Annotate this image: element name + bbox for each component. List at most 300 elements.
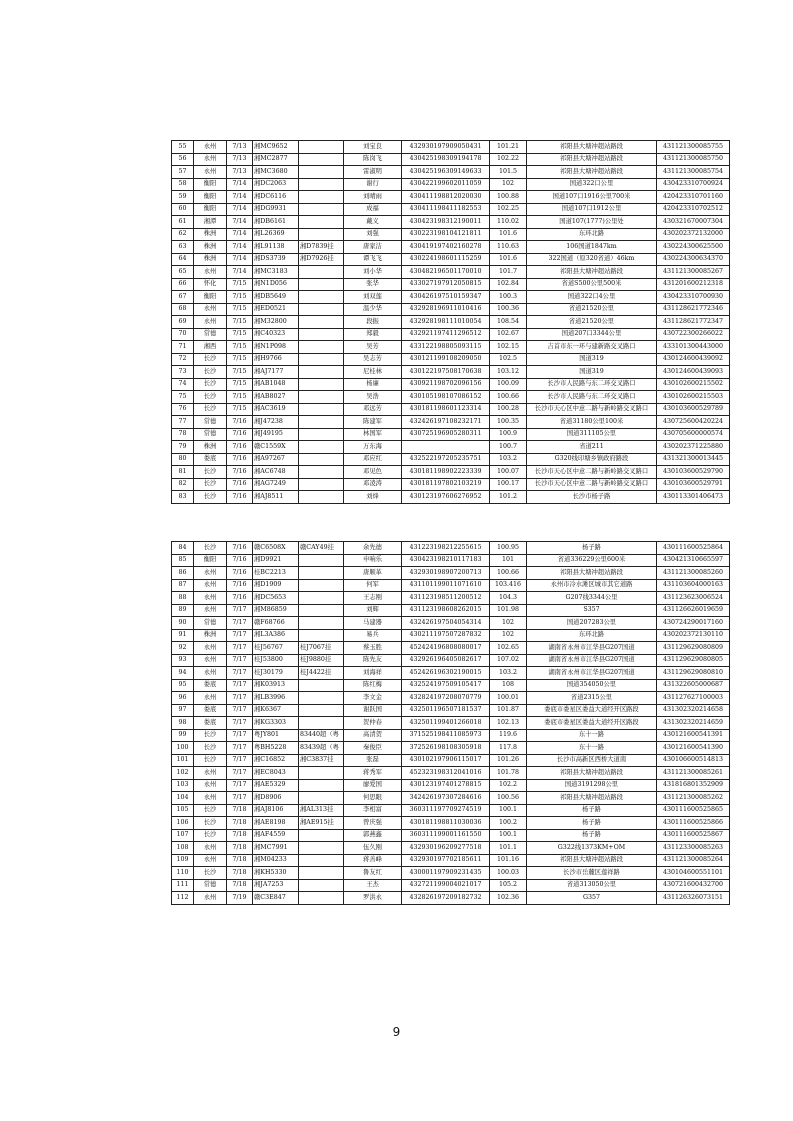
table-cell: 7/17 (227, 779, 253, 792)
table-cell (299, 679, 344, 692)
table-cell: 蒋善峰 (344, 854, 402, 867)
table-cell: 73 (172, 366, 194, 379)
table-cell: 431121300085267 (657, 266, 730, 279)
table-cell: 曾庆强 (344, 817, 402, 830)
table-cell: 109 (172, 854, 194, 867)
table-cell: 申响乐 (344, 554, 402, 567)
table-cell: 100.07 (490, 466, 527, 479)
table-cell: 杨子路 (527, 542, 657, 555)
table-cell: 李文金 (344, 692, 402, 705)
table-cell (299, 316, 344, 329)
table-cell: 99 (172, 729, 194, 742)
table-cell: 王杰 (344, 879, 402, 892)
table-cell: 342426197307284616 (402, 792, 490, 805)
table-cell: 7/16 (227, 428, 253, 441)
table-cell: 430104600551101 (657, 867, 730, 880)
table-cell: 431129629080810 (657, 667, 730, 680)
table-cell: 430223198104121811 (402, 228, 490, 241)
table-cell: 长沙市杨子路 (527, 491, 657, 504)
table-cell: 431121300085750 (657, 153, 730, 166)
table-cell: 103.416 (490, 579, 527, 592)
table-cell (299, 692, 344, 705)
table-cell: 70 (172, 328, 194, 341)
table-row (172, 328, 730, 341)
table-cell: 湘J47238 (253, 416, 299, 429)
table-cell: 湘N1D056 (253, 278, 299, 291)
table-cell: 100.1 (490, 829, 527, 842)
table-cell: 7/15 (227, 303, 253, 316)
table-cell: 永州 (194, 767, 227, 780)
table-cell: 湘潭 (194, 216, 227, 229)
table-cell: 63 (172, 241, 194, 254)
table-row (172, 278, 730, 291)
table-cell (299, 303, 344, 316)
table-cell: 祁阳县大塘冲超站路段 (527, 767, 657, 780)
table-cell: 雷淑明 (344, 166, 402, 179)
table-cell: 湘D7839挂 (299, 241, 344, 254)
table-cell: 湘AE915挂 (299, 817, 344, 830)
table-cell: 株洲 (194, 441, 227, 454)
table-cell: 7/16 (227, 453, 253, 466)
table-cell: 衡阳 (194, 291, 227, 304)
table-cell: 7/17 (227, 654, 253, 667)
table-cell: 431129629080809 (657, 642, 730, 655)
table-cell: 430921198702096156 (402, 378, 490, 391)
table-cell: 湘M04233 (253, 854, 299, 867)
table-cell: 7/17 (227, 742, 253, 755)
table-cell: 82 (172, 478, 194, 491)
table-cell: 湘MC3680 (253, 166, 299, 179)
table-cell: 7/14 (227, 266, 253, 279)
table-cell: 452424196808080017 (402, 642, 490, 655)
table-cell: 86 (172, 567, 194, 580)
table-cell: 7/16 (227, 478, 253, 491)
table-cell: 67 (172, 291, 194, 304)
table-row (172, 879, 730, 892)
table-cell: 长沙 (194, 754, 227, 767)
table-cell: 衡阳 (194, 178, 227, 191)
table-cell: 94 (172, 667, 194, 680)
table-cell (299, 178, 344, 191)
table-cell: 431126626019659 (657, 604, 730, 617)
table-cell: 104.3 (490, 592, 527, 605)
table-row (172, 303, 730, 316)
table-cell: 长沙 (194, 742, 227, 755)
table-cell: 432928196911010416 (402, 303, 490, 316)
table-cell: 102.15 (490, 341, 527, 354)
table-cell: 432501196507181537 (402, 704, 490, 717)
table-row (172, 629, 730, 642)
table-row (172, 428, 730, 441)
table-row (172, 729, 730, 742)
table-cell (299, 328, 344, 341)
table-cell: 431121300085260 (657, 567, 730, 580)
table-cell: 360311199001161550 (402, 829, 490, 842)
table-cell: 430103600529790 (657, 466, 730, 479)
table-cell: 7/15 (227, 366, 253, 379)
table-cell: 7/15 (227, 291, 253, 304)
table-cell: 长沙市岳麓区莲祥路 (527, 867, 657, 880)
table-cell: 株洲 (194, 629, 227, 642)
table-cell: 431123623006524 (657, 592, 730, 605)
table-cell: 永州 (194, 141, 227, 154)
table-cell: 431127627100003 (657, 692, 730, 705)
table-cell: 100.35 (490, 416, 527, 429)
table-cell: 432826197209182732 (402, 892, 490, 905)
table-cell: 432930196209277518 (402, 842, 490, 855)
table-cell: 101.7 (490, 266, 527, 279)
table-cell: 湘N1P098 (253, 341, 299, 354)
table-cell (299, 403, 344, 416)
table-row (172, 416, 730, 429)
table-row (172, 554, 730, 567)
table-cell: 长沙 (194, 829, 227, 842)
table-cell: 刘宝良 (344, 141, 402, 154)
table-cell: 怀化 (194, 278, 227, 291)
table-cell: 省道2315公里 (527, 692, 657, 705)
table-cell: 95 (172, 679, 194, 692)
table-cell: 长沙 (194, 867, 227, 880)
table-row (172, 592, 730, 605)
table-cell: 7/15 (227, 278, 253, 291)
table-row (172, 717, 730, 730)
table-row (172, 316, 730, 329)
table-cell: 433122198805093115 (402, 341, 490, 354)
table-cell (299, 191, 344, 204)
table-cell: 7/17 (227, 692, 253, 705)
table-cell: 粤JY801 (253, 729, 299, 742)
table-cell: 桂J4422挂 (299, 667, 344, 680)
table-cell: 102.84 (490, 278, 527, 291)
table-cell: 430123197401278815 (402, 779, 490, 792)
table-cell (299, 554, 344, 567)
table-cell: 7/16 (227, 579, 253, 592)
table-cell: 邓凌涛 (344, 478, 402, 491)
table-cell: 452426196302190015 (402, 667, 490, 680)
table-cell: 432524197509105417 (402, 679, 490, 692)
table-cell: 431123198511200512 (402, 592, 490, 605)
table-row (172, 203, 730, 216)
table-cell: 湘AB1048 (253, 378, 299, 391)
table-cell: 61 (172, 216, 194, 229)
table-cell: 110 (172, 867, 194, 880)
table-row (172, 642, 730, 655)
table-cell: 430123197606276952 (402, 491, 490, 504)
table-cell: 株洲 (194, 241, 227, 254)
table-cell: 100.1 (490, 804, 527, 817)
table-cell: 68 (172, 303, 194, 316)
table-cell: 430113301406473 (657, 491, 730, 504)
table-cell: 102 (490, 629, 527, 642)
table-cell: 永州 (194, 604, 227, 617)
table-cell: 108 (490, 679, 527, 692)
table-cell: 83439超（粤 (299, 742, 344, 755)
table-row (172, 817, 730, 830)
table-row (172, 466, 730, 479)
table-cell: 段振 (344, 316, 402, 329)
table-cell: 432522197205235751 (402, 453, 490, 466)
table-cell (299, 441, 344, 454)
table-cell: 永州 (194, 567, 227, 580)
table-cell: 何思眼 (344, 792, 402, 805)
table-cell: 湘MC3183 (253, 266, 299, 279)
table-cell (299, 579, 344, 592)
table-cell: 430103600529789 (657, 403, 730, 416)
table-cell: 100.2 (490, 817, 527, 830)
table-cell: 湘AE8198 (253, 817, 299, 830)
table-cell: 桂J7067挂 (299, 642, 344, 655)
table-row (172, 692, 730, 705)
table-row (172, 579, 730, 592)
table-cell: 株洲 (194, 253, 227, 266)
table-cell: 100.56 (490, 792, 527, 805)
table-cell: 7/17 (227, 792, 253, 805)
table-cell: 永州 (194, 266, 227, 279)
table-cell: 陈红梅 (344, 679, 402, 692)
table-cell: 430202371225880 (657, 441, 730, 454)
table-row (172, 767, 730, 780)
table-cell: 7/17 (227, 754, 253, 767)
table-cell: 372526198108305918 (402, 742, 490, 755)
table-cell (299, 779, 344, 792)
table-cell: 祁阳县大塘冲超站路段 (527, 567, 657, 580)
table-cell: 永州 (194, 642, 227, 655)
table-cell: 湘C3837挂 (299, 754, 344, 767)
table-cell: 娄底 (194, 704, 227, 717)
table-cell: 7/15 (227, 391, 253, 404)
table-cell: 431121300085755 (657, 141, 730, 154)
table-cell (299, 792, 344, 805)
table-cell: 东十一路 (527, 742, 657, 755)
table-cell: 431123198608262015 (402, 604, 490, 617)
table-cell: 国道354050公里 (527, 679, 657, 692)
table-cell: 国道322口4公里 (527, 291, 657, 304)
table-cell: 蔡玉胜 (344, 642, 402, 655)
table-cell: 湘DG9931 (253, 203, 299, 216)
table-cell: 郑毅 (344, 328, 402, 341)
table-cell: 湘AE5329 (253, 779, 299, 792)
table-cell: 100.88 (490, 191, 527, 204)
table-cell: 430102197906115017 (402, 754, 490, 767)
table-cell: 105 (172, 804, 194, 817)
table-cell: 长沙 (194, 466, 227, 479)
table-cell: 国道3191298公里 (527, 779, 657, 792)
table-cell (299, 879, 344, 892)
table-cell: 娄底 (194, 679, 227, 692)
table-cell: 湘D8906 (253, 792, 299, 805)
table-cell: 430426197510159347 (402, 291, 490, 304)
table-cell: 83440超（粤 (299, 729, 344, 742)
table-cell: 永州 (194, 654, 227, 667)
table-cell: 长沙市高新区西桥大道南 (527, 754, 657, 767)
table-cell: 邓应红 (344, 453, 402, 466)
table-cell: 长沙市天心区中意二路与新岭路交叉路口 (527, 478, 657, 491)
table-cell: 常德 (194, 416, 227, 429)
table-cell (299, 567, 344, 580)
table-cell: 刘强 (344, 228, 402, 241)
table-cell: 431121300085264 (657, 854, 730, 867)
table-cell (299, 829, 344, 842)
table-row (172, 441, 730, 454)
table-cell: 432426197108232171 (402, 416, 490, 429)
table-cell: 430425196309149633 (402, 166, 490, 179)
table-cell: 430421310665597 (657, 554, 730, 567)
table-cell: 81 (172, 466, 194, 479)
table-cell: 88 (172, 592, 194, 605)
table-cell: 101.1 (490, 842, 527, 855)
table-cell: 77 (172, 416, 194, 429)
table-cell: 尼桂林 (344, 366, 402, 379)
table-cell (299, 592, 344, 605)
table-cell: 102.5 (490, 353, 527, 366)
table-row (172, 166, 730, 179)
table-cell: 72 (172, 353, 194, 366)
table-cell: 101.6 (490, 228, 527, 241)
table-cell: 62 (172, 228, 194, 241)
table-cell (299, 278, 344, 291)
table-cell: 祁阳县大塘冲超站路段 (527, 854, 657, 867)
table-cell: 永州 (194, 892, 227, 905)
table-row (172, 667, 730, 680)
table-cell: 7/16 (227, 441, 253, 454)
table-cell: 赣CAY49挂 (299, 542, 344, 555)
table-cell: 娄底 (194, 717, 227, 730)
table-cell: 84 (172, 542, 194, 555)
table-cell: 湘KH5330 (253, 867, 299, 880)
table-cell (299, 291, 344, 304)
table-cell: 66 (172, 278, 194, 291)
table-cell: 赣C6508X (253, 542, 299, 555)
table-cell: 娄底市娄星区娄益大道经开区路段 (527, 704, 657, 717)
table-cell: 刘晴雨 (344, 191, 402, 204)
table-cell: 成福 (344, 203, 402, 216)
table-cell: 430224198601115259 (402, 253, 490, 266)
table-cell: 432721199004021017 (402, 879, 490, 892)
table-cell: 7/18 (227, 867, 253, 880)
table-cell: 7/18 (227, 879, 253, 892)
table-cell: 长沙 (194, 478, 227, 491)
table-cell: 李相富 (344, 804, 402, 817)
table-cell: 永州 (194, 579, 227, 592)
table-cell: 83 (172, 491, 194, 504)
table-cell: 75 (172, 391, 194, 404)
table-cell: 102.36 (490, 892, 527, 905)
table-cell (299, 854, 344, 867)
table-cell (299, 391, 344, 404)
table-cell: 湘西 (194, 341, 227, 354)
table-cell: 湘H9766 (253, 353, 299, 366)
table-cell: 420423310701160 (657, 191, 730, 204)
table-cell: 7/16 (227, 592, 253, 605)
table-cell: 杨子路 (527, 804, 657, 817)
table-cell: 谢行 (344, 178, 402, 191)
table-cell: 长沙 (194, 729, 227, 742)
table-cell (299, 353, 344, 366)
table-cell: 湘AC3619 (253, 403, 299, 416)
table-cell: 湘K6367 (253, 704, 299, 717)
table-cell: 430705600000574 (657, 428, 730, 441)
table-cell: 7/13 (227, 153, 253, 166)
table-cell: 7/15 (227, 403, 253, 416)
table-cell: 永州 (194, 667, 227, 680)
table-cell: 祁阳县大塘冲超站路段 (527, 166, 657, 179)
table-cell: 7/17 (227, 667, 253, 680)
table-cell: 祁阳县大塘冲超站路段 (527, 792, 657, 805)
table-cell: 97 (172, 704, 194, 717)
table-cell: 110.02 (490, 216, 527, 229)
table-cell: 430411198411182553 (402, 203, 490, 216)
table-cell (299, 378, 344, 391)
table-cell (299, 629, 344, 642)
table-cell: 湘D1909 (253, 579, 299, 592)
table-cell (299, 491, 344, 504)
table-cell: 戴义 (344, 216, 402, 229)
table-row (172, 378, 730, 391)
table-cell: 杨子路 (527, 829, 657, 842)
table-cell: 湘ED0521 (253, 303, 299, 316)
table-cell: 101.5 (490, 166, 527, 179)
table-cell: 东环北路 (527, 629, 657, 642)
table-cell: 432501199401266018 (402, 717, 490, 730)
table-cell: 430425198309194178 (402, 153, 490, 166)
table-cell: 103.2 (490, 667, 527, 680)
table-cell: 湘D9921 (253, 554, 299, 567)
table-cell: 119.6 (490, 729, 527, 742)
table-cell: 430423198210117183 (402, 554, 490, 567)
table-cell: 湘AJ8511 (253, 491, 299, 504)
table-cell: 60 (172, 203, 194, 216)
table-cell: 430102600215503 (657, 391, 730, 404)
table-cell: 103.2 (490, 453, 527, 466)
table-cell (299, 717, 344, 730)
table-cell: 永州 (194, 792, 227, 805)
table-cell: 吴芳 (344, 341, 402, 354)
table-cell: 国道107口1916公里700米 (527, 191, 657, 204)
table-row (172, 604, 730, 617)
table-cell: 431128621772346 (657, 303, 730, 316)
table-cell: 430124600439093 (657, 366, 730, 379)
table-cell (299, 266, 344, 279)
table-cell: 高清贺 (344, 729, 402, 742)
table-cell: 粤BH5228 (253, 742, 299, 755)
table-cell: 430121600541390 (657, 742, 730, 755)
table-cell: 7/16 (227, 554, 253, 567)
table-cell: 赣C1559X (253, 441, 299, 454)
record-table-2-body (172, 542, 730, 905)
table-cell: 郭燕鑫 (344, 829, 402, 842)
table-cell (299, 617, 344, 630)
table-cell: 106 (172, 817, 194, 830)
table-cell: 430423310700924 (657, 178, 730, 191)
table-cell: 76 (172, 403, 194, 416)
table-cell: 常德 (194, 617, 227, 630)
table-row (172, 178, 730, 191)
table-cell: 430202372130110 (657, 629, 730, 642)
table-cell: 100.09 (490, 378, 527, 391)
table-cell: 430001197909231435 (402, 867, 490, 880)
table-cell: 91 (172, 629, 194, 642)
table-cell: 431128621772347 (657, 316, 730, 329)
table-cell: 永州 (194, 303, 227, 316)
table-cell: 国道319 (527, 366, 657, 379)
table-row (172, 742, 730, 755)
table-cell: 7/15 (227, 316, 253, 329)
table-cell: 101.87 (490, 704, 527, 717)
table-cell: 祁阳县大塘冲超站路段 (527, 141, 657, 154)
table-cell: 101.26 (490, 754, 527, 767)
table-cell: 7/13 (227, 141, 253, 154)
table-row (172, 567, 730, 580)
